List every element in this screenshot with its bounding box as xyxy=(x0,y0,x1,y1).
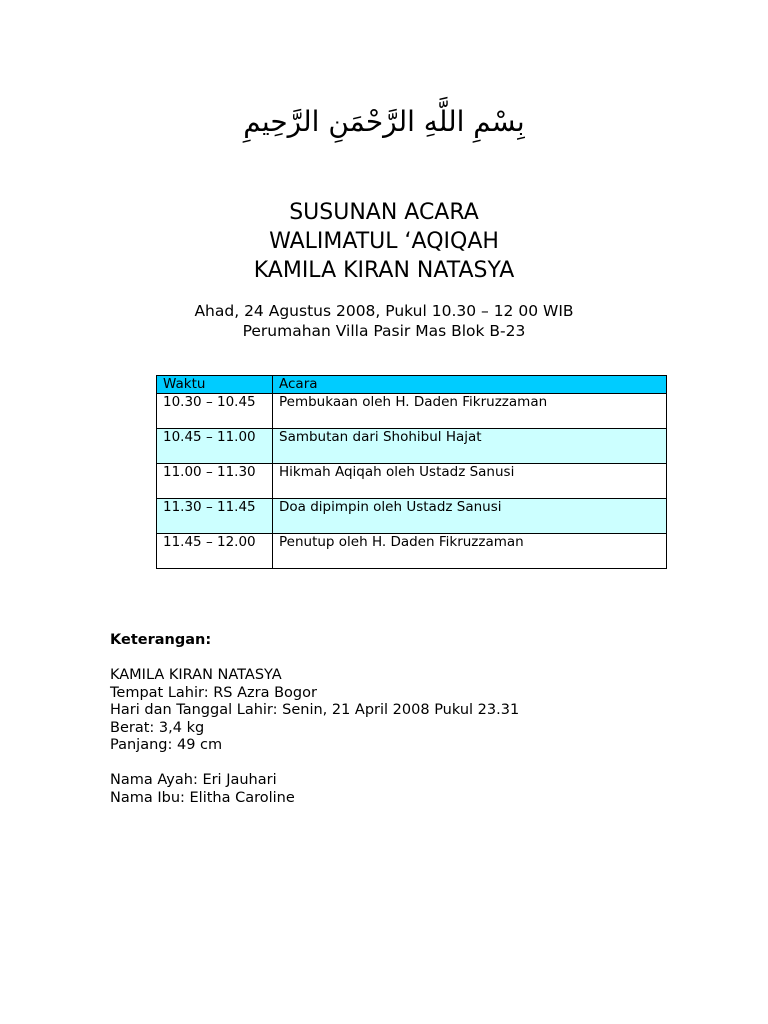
table-row xyxy=(157,534,667,569)
page-title xyxy=(0,198,768,285)
length: Panjang: 49 cm xyxy=(110,737,223,753)
row-event: Sambutan dari Shohibul Hajat xyxy=(273,429,667,464)
weight: Berat: 3,4 kg xyxy=(110,719,205,736)
father-name: Nama Ayah: Eri Jauhari xyxy=(110,772,277,788)
notes-section xyxy=(110,632,730,807)
table-row xyxy=(157,499,667,534)
row-event: Hikmah Aqiqah oleh Ustadz Sanusi xyxy=(273,464,667,499)
title-line-3: KAMILA KIRAN NATASYA xyxy=(253,258,515,283)
row-event: Penutup oleh H. Daden Fikruzzaman xyxy=(273,534,667,569)
event-details xyxy=(0,301,768,341)
title-line-1: SUSUNAN ACARA xyxy=(289,200,479,225)
row-event: Doa dipimpin oleh Ustadz Sanusi xyxy=(273,499,667,534)
row-time: 11.30 – 11.45 xyxy=(157,499,273,534)
birthplace: Tempat Lahir: RS Azra Bogor xyxy=(110,684,317,701)
header-event: Acara xyxy=(273,376,667,394)
table-row xyxy=(157,394,667,429)
mother-name: Nama Ibu: Elitha Caroline xyxy=(110,789,295,806)
child-name: KAMILA KIRAN NATASYA xyxy=(110,667,282,683)
header-time: Waktu xyxy=(157,376,273,394)
table-row xyxy=(157,429,667,464)
spacer xyxy=(110,650,730,668)
row-time: 11.00 – 11.30 xyxy=(157,464,273,499)
row-time: 11.45 – 12.00 xyxy=(157,534,273,569)
event-location: Perumahan Villa Pasir Mas Blok B-23 xyxy=(242,322,526,340)
row-event: Pembukaan oleh H. Daden Fikruzzaman xyxy=(273,394,667,429)
table-row xyxy=(157,464,667,499)
title-line-2: WALIMATUL ‘AQIQAH xyxy=(269,229,499,254)
spacer xyxy=(110,755,730,773)
schedule-table xyxy=(156,375,667,569)
row-time: 10.45 – 11.00 xyxy=(157,429,273,464)
event-date: Ahad, 24 Agustus 2008, Pukul 10.30 – 12 00 WIB xyxy=(194,302,574,320)
notes-heading: Keterangan: xyxy=(110,632,212,648)
birthdate: Hari dan Tanggal Lahir: Senin, 21 April 2008 Pukul 23.31 xyxy=(110,702,520,718)
basmalah: بِسْمِ اللَّهِ الرَّحْمَنِ الرَّحِيمِ xyxy=(243,105,525,138)
table-header-row xyxy=(157,376,667,394)
row-time: 10.30 – 10.45 xyxy=(157,394,273,429)
